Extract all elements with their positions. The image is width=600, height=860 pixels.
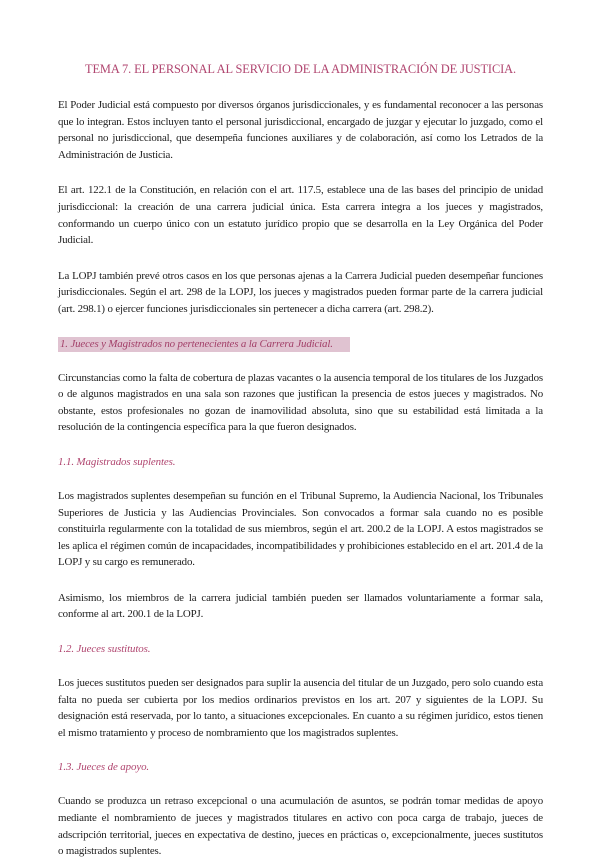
subsection-1-1-heading: 1.1. Magistrados suplentes. — [58, 455, 176, 468]
section-1-paragraph: Circunstancias como la falta de cobertura de plazas vacantes o la ausencia temporal de los titulares de los Juzgados o de algunos magistrados en una sala son razones que justifican la presencia de estos jueces y magistrados. No obstante, estos profesionales no gozan de inamovilidad absoluta, sino que su estabilidad está limitada a la resolución de la contingencia específica para la que fueron designados. — [58, 371, 543, 434]
subsection-1-1-paragraph-2: Asimismo, los miembros de la carrera judicial también pueden ser llamados voluntariamente a formar sala, conforme al art. 200.1 de la LOPJ. — [58, 591, 543, 621]
section-1-heading: 1. Jueces y Magistrados no pertenecientes a la Carrera Judicial. — [58, 337, 350, 352]
subsection-1-3-heading: 1.3. Jueces de apoyo. — [58, 761, 150, 774]
intro-paragraph-2: El art. 122.1 de la Constitución, en relación con el art. 117.5, establece una de las bases del principio de unidad jurisdiccional: la creación de una carrera judicial única. Esta carrera integra a los jueces y magistrados, conformando un cuerpo único con un estatuto jurídico propio que se desarrolla en la Ley Orgánica del Poder Judicial. — [58, 184, 543, 247]
subsection-1-3-paragraph: Cuando se produzca un retraso excepcional o una acumulación de asuntos, se podrán tomar medidas de apoyo mediante el nombramiento de jueces y magistrados titulares en activo con poca carga de trabajo, jueces de adscripción territorial, jueces en expectativa de destino, jueces en prácticas o, excepcionalmente, jueces sustitutos o magistrados suplentes. — [58, 795, 543, 858]
intro-paragraph-1: El Poder Judicial está compuesto por diversos órganos jurisdiccionales, y es fundamental reconocer a las personas que lo integran. Estos incluyen tanto el personal jurisdiccional, encargado de juzgar y ejecutar lo juzgado, como el personal no jurisdiccional, que desempeña funciones auxiliares y de colaboración, así como los Letrados de la Administración de Justicia. — [58, 99, 543, 161]
subsection-1-2-heading: 1.2. Jueces sustitutos. — [58, 643, 151, 656]
intro-paragraph-3: La LOPJ también prevé otros casos en los que personas ajenas a la Carrera Judicial pueden desempeñar funciones jurisdiccionales. Según el art. 298 de la LOPJ, los jueces y magistrados pueden formar parte de la carrera judicial (art. 298.1) o ejercer funciones jurisdiccionales sin pertenecer a dicha carrera (art. 298.2). — [58, 269, 543, 315]
document-title: TEMA 7. EL PERSONAL AL SERVICIO DE LA ADMINISTRACIÓN DE JUSTICIA. — [85, 62, 516, 76]
subsection-1-2-paragraph: Los jueces sustitutos pueden ser designados para suplir la ausencia del titular de un Juzgado, pero solo cuando esta falta no pueda ser cubierta por los medios ordinarios previstos en los art. 207 y siguientes de la LOPJ. Su designación está reservada, por lo tanto, a situaciones excepcionales. En cuanto a su régimen jurídico, estos tienen el mismo tratamiento y proceso de nombramiento que los magistrados suplentes. — [58, 677, 543, 739]
subsection-1-1-paragraph-1: Los magistrados suplentes desempeñan su función en el Tribunal Supremo, la Audiencia Nacional, los Tribunales Superiores de Justicia y las Audiencias Provinciales. Son convocados a formar sala cuando no es posible constituirla regularmente con la totalidad de sus miembros, según el art. 200.2 de la LOPJ. A estos magistrados se les aplica el régimen común de incapacidades, incompatibilidades y prohibiciones establecido en el art. 201.4 de la LOPJ y su cargo es remunerado. — [58, 489, 543, 569]
